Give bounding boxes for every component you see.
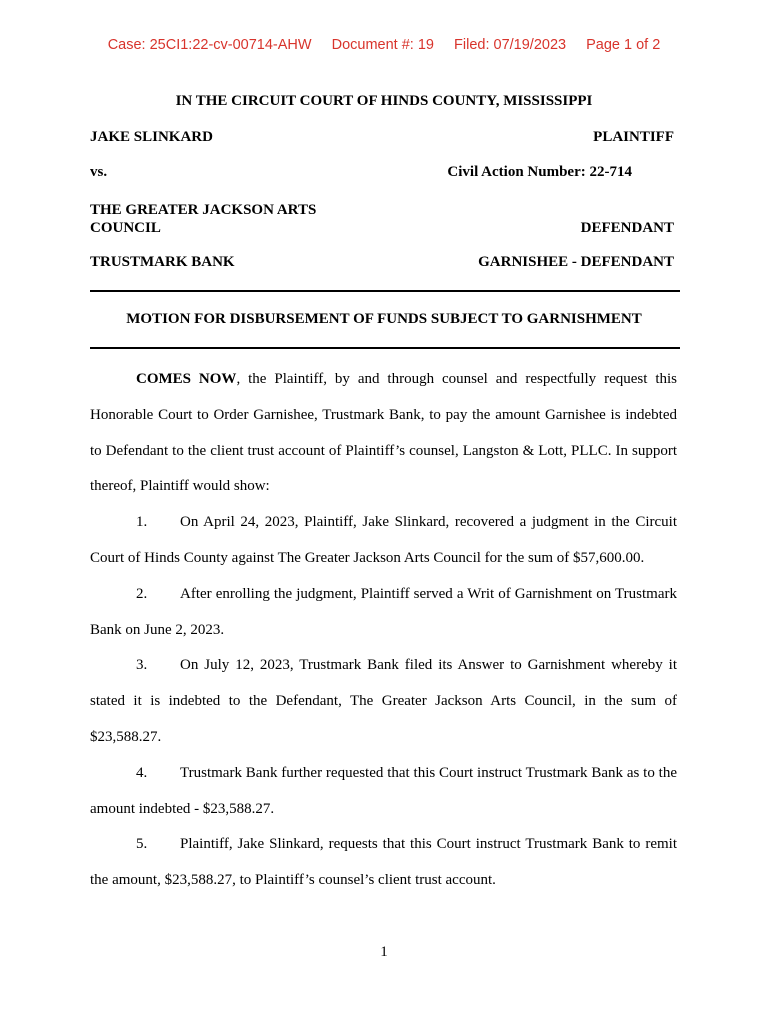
defendant-name-line2: COUNCIL — [90, 220, 161, 236]
filed-date: Filed: 07/19/2023 — [454, 37, 567, 53]
motion-body — [90, 362, 677, 899]
numbered-paragraph-1 — [90, 505, 677, 577]
case-number: Case: 25CI1:22-cv-00714-AHW — [107, 37, 312, 53]
motion-title: MOTION FOR DISBURSEMENT OF FUNDS SUBJECT TO GARNISHMENT — [126, 311, 642, 327]
paragraph-text: On April 24, 2023, Plaintiff, Jake Slinkard, recovered a judgment in the Circuit Court of Hinds County against The Greater Jackson Arts Council for the sum of $57,600.00. — [90, 514, 677, 566]
court-heading: IN THE CIRCUIT COURT OF HINDS COUNTY, MISSISSIPPI — [175, 93, 593, 109]
paragraph-number: 3. — [136, 657, 148, 674]
defendant-row — [90, 201, 674, 237]
page-count: Page 1 of 2 — [586, 37, 661, 53]
versus-row — [90, 164, 674, 181]
paragraph-text: On July 12, 2023, Trustmark Bank filed its Answer to Garnishment whereby it stated it is indebted to the Defendant, The Greater Jackson Arts Council, in the sum of $23,588.27. — [90, 657, 677, 745]
numbered-paragraph-5 — [90, 827, 677, 899]
paragraph-text: After enrolling the judgment, Plaintiff served a Writ of Garnishment on Trustmark Bank on June 2, 2023. — [90, 585, 677, 638]
divider-top — [90, 290, 680, 292]
page-number: 1 — [380, 944, 388, 960]
paragraph-text: Plaintiff, Jake Slinkard, requests that this Court instruct Trustmark Bank to remit the amount, $23,588.27, to Plaintiff’s counsel’s client trust account. — [90, 836, 677, 889]
plaintiff-row — [90, 129, 674, 146]
intro-text: , the Plaintiff, by and through counsel and respectfully request this Honorable Court to Order Garnishee, Trustmark Bank, to pay the amount Garnishee is indebted to Defendant to the client trust account of Plaintiff’s counsel, Langston & Lott, PLLC. In support thereof, Plaintiff would show: — [90, 371, 677, 495]
intro-paragraph — [90, 362, 677, 505]
filing-stamp-header — [0, 37, 768, 53]
paragraph-number: 4. — [136, 764, 148, 781]
defendant-name-line1: THE GREATER JACKSON ARTS — [90, 202, 317, 218]
document-number: Document #: 19 — [331, 37, 434, 53]
divider-bottom — [90, 347, 680, 349]
garnishee-name: TRUSTMARK BANK — [90, 254, 235, 270]
paragraph-number: 5. — [136, 836, 148, 853]
numbered-paragraph-3 — [90, 648, 677, 755]
numbered-paragraph-4 — [90, 756, 677, 828]
defendant-role: DEFENDANT — [580, 220, 674, 236]
garnishee-role: GARNISHEE - DEFENDANT — [478, 254, 674, 270]
numbered-paragraph-2 — [90, 577, 677, 649]
paragraph-text: Trustmark Bank further requested that this Court instruct Trustmark Bank as to the amount indebted - $23,588.27. — [90, 764, 677, 817]
paragraph-number: 1. — [136, 514, 148, 531]
plaintiff-role: PLAINTIFF — [593, 129, 674, 145]
versus-label: vs. — [90, 164, 108, 180]
plaintiff-name: JAKE SLINKARD — [90, 129, 213, 145]
garnishee-row — [90, 254, 674, 271]
paragraph-number: 2. — [136, 585, 148, 602]
intro-lead: COMES NOW — [136, 371, 237, 387]
civil-action-number: Civil Action Number: 22-714 — [447, 164, 632, 180]
